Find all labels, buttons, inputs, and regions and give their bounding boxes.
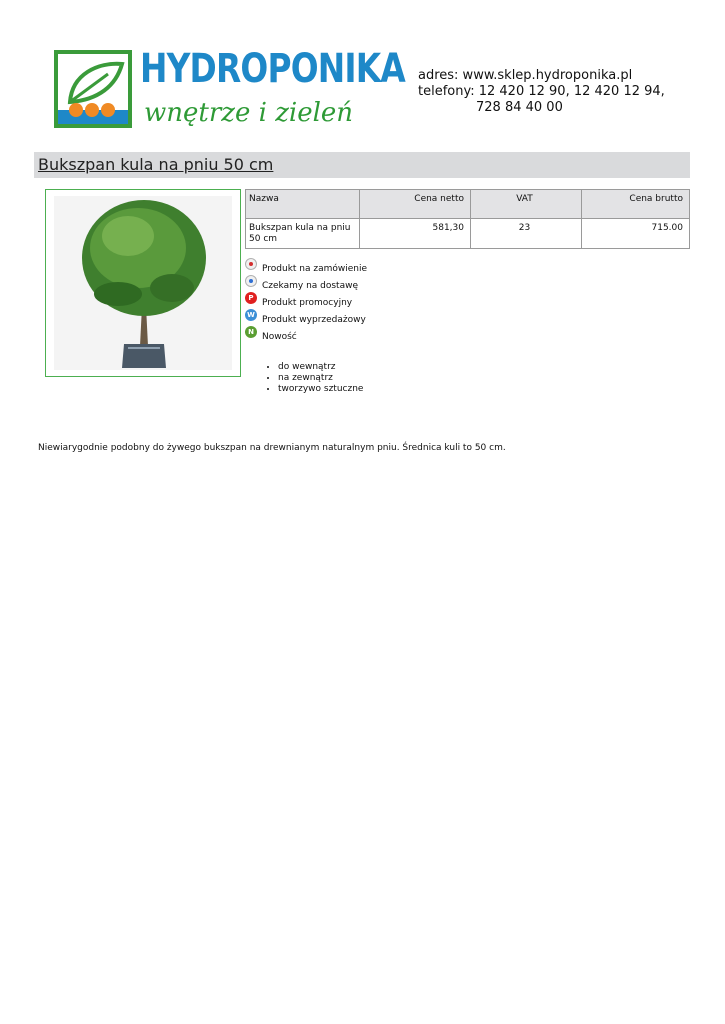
header-vat: VAT — [471, 190, 582, 219]
legend-item — [245, 292, 367, 309]
promo-p-icon: P — [245, 292, 257, 304]
cell-net: 581,30 — [360, 219, 471, 249]
table-header-row — [246, 190, 690, 219]
waiting-dot-icon — [245, 275, 257, 287]
table-row — [246, 219, 690, 249]
new-n-icon: N — [245, 326, 257, 338]
legend-item — [245, 258, 367, 275]
legend-label: Produkt wyprzedażowy — [262, 315, 366, 325]
contact-phones: telefony: 12 420 12 90, 12 420 12 94, — [418, 84, 665, 99]
feature-list — [260, 362, 363, 395]
header-net: Cena netto — [360, 190, 471, 219]
cell-vat: 23 — [471, 219, 582, 249]
legend-item — [245, 275, 367, 292]
header-gross: Cena brutto — [582, 190, 690, 219]
cell-name: Bukszpan kula na pniu 50 cm — [246, 219, 360, 249]
cell-gross: 715.00 — [582, 219, 690, 249]
product-title-bar — [34, 152, 690, 178]
contact-phones-continued: 728 84 40 00 — [476, 100, 563, 115]
product-title[interactable]: Bukszpan kula na pniu 50 cm — [38, 155, 274, 174]
logo — [54, 46, 405, 132]
logo-subtitle: wnętrze i zieleń — [144, 98, 354, 128]
leaf-logo-icon — [54, 50, 132, 128]
status-legend — [245, 258, 367, 343]
list-item: • tworzywo sztuczne — [278, 384, 363, 395]
sale-w-icon: W — [245, 309, 257, 321]
logo-title: HYDROPONIKA — [140, 46, 405, 92]
boxwood-ball-tree-photo — [54, 196, 232, 370]
product-description: Niewiarygodnie podobny do żywego bukszpan na drewnianym naturalnym pniu. Średnica kuli to 50 cm. — [38, 443, 506, 453]
price-table — [245, 189, 690, 249]
legend-label: Produkt promocyjny — [262, 298, 353, 308]
order-dot-icon — [245, 258, 257, 270]
legend-label: Czekamy na dostawę — [262, 281, 358, 291]
legend-label: Produkt na zamówienie — [262, 264, 368, 274]
header-name: Nazwa — [246, 190, 360, 219]
legend-item — [245, 309, 367, 326]
contact-info — [418, 68, 665, 116]
legend-item — [245, 326, 367, 343]
list-item: • na zewnątrz — [278, 373, 363, 384]
contact-address: adres: www.sklep.hydroponika.pl — [418, 68, 633, 83]
legend-label: Nowość — [262, 332, 297, 342]
list-item: • do wewnątrz — [278, 362, 363, 373]
product-photo[interactable] — [45, 189, 241, 377]
